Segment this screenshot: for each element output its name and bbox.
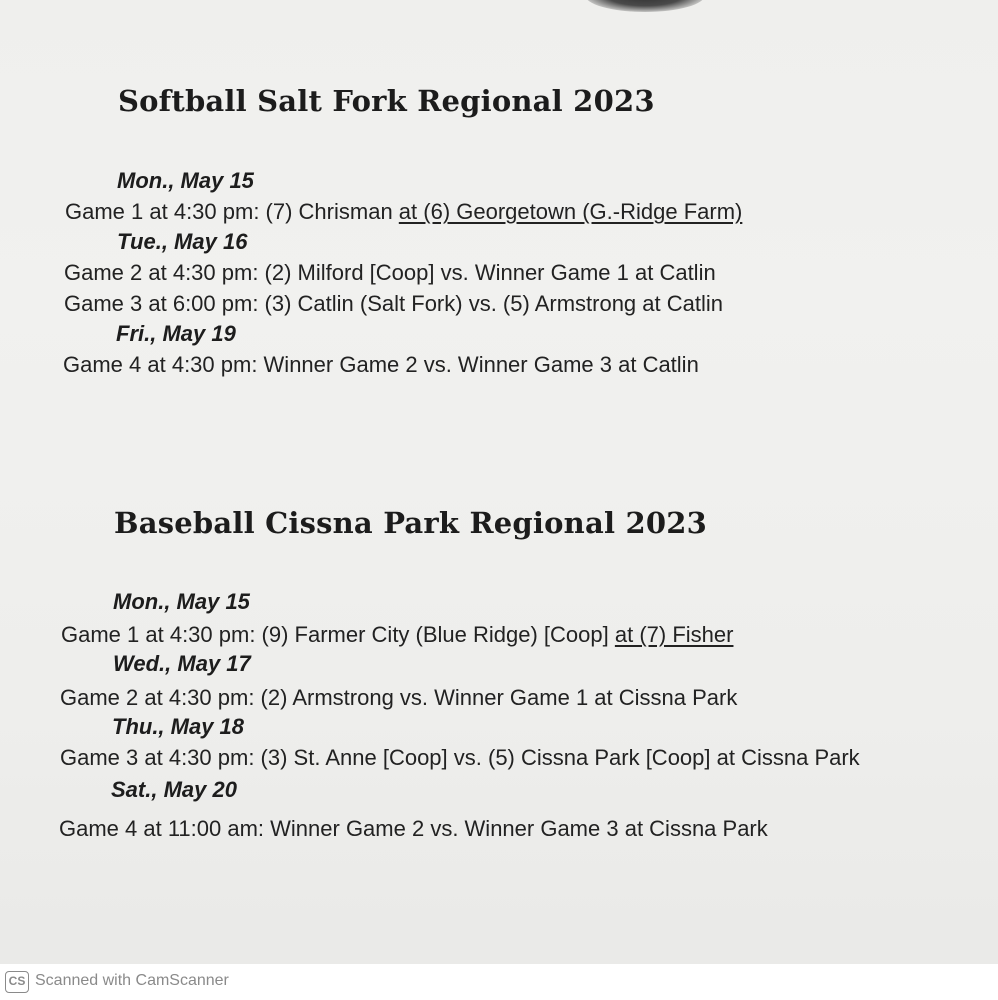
baseball-day-sat: Sat., May 20: [111, 777, 237, 802]
baseball-game-4: Game 4 at 11:00 am: Winner Game 2 vs. Winner Game 3 at Cissna Park: [59, 816, 768, 841]
softball-day-mon: Mon., May 15: [117, 168, 254, 193]
baseball-game-2: Game 2 at 4:30 pm: (2) Armstrong vs. Winner Game 1 at Cissna Park: [60, 685, 738, 710]
baseball-day-wed: Wed., May 17: [113, 651, 251, 676]
softball-title: Softball Salt Fork Regional 2023: [118, 84, 655, 118]
softball-game-1: [65, 199, 742, 225]
baseball-game-1-text: Game 1 at 4:30 pm: (9) Farmer City (Blue Ridge) [Coop]: [61, 622, 615, 647]
baseball-game-3: Game 3 at 4:30 pm: (3) St. Anne [Coop] vs. (5) Cissna Park [Coop] at Cissna Park: [60, 745, 860, 770]
softball-game-1-text: Game 1 at 4:30 pm: (7) Chrisman: [65, 199, 399, 224]
camscanner-footer: [0, 964, 998, 1000]
paper-shadow: [585, 0, 705, 12]
softball-day-fri: Fri., May 19: [116, 321, 236, 346]
softball-day-tue: Tue., May 16: [117, 229, 248, 254]
baseball-game-1-venue: at (7) Fisher: [614, 622, 734, 647]
baseball-day-mon: Mon., May 15: [113, 589, 250, 614]
softball-game-3: Game 3 at 6:00 pm: (3) Catlin (Salt Fork) vs. (5) Armstrong at Catlin: [64, 291, 723, 316]
baseball-day-thu: Thu., May 18: [112, 714, 245, 739]
softball-game-4: Game 4 at 4:30 pm: Winner Game 2 vs. Winner Game 3 at Catlin: [63, 352, 699, 377]
baseball-title: Baseball Cissna Park Regional 2023: [114, 506, 707, 540]
baseball-game-1: [61, 622, 733, 648]
camscanner-logo-icon: CS: [5, 971, 29, 993]
softball-game-1-venue: at (6) Georgetown (G.-Ridge Farm): [398, 199, 743, 224]
softball-game-2: Game 2 at 4:30 pm: (2) Milford [Coop] vs. Winner Game 1 at Catlin: [64, 260, 716, 285]
camscanner-watermark-text: Scanned with CamScanner: [35, 972, 229, 989]
